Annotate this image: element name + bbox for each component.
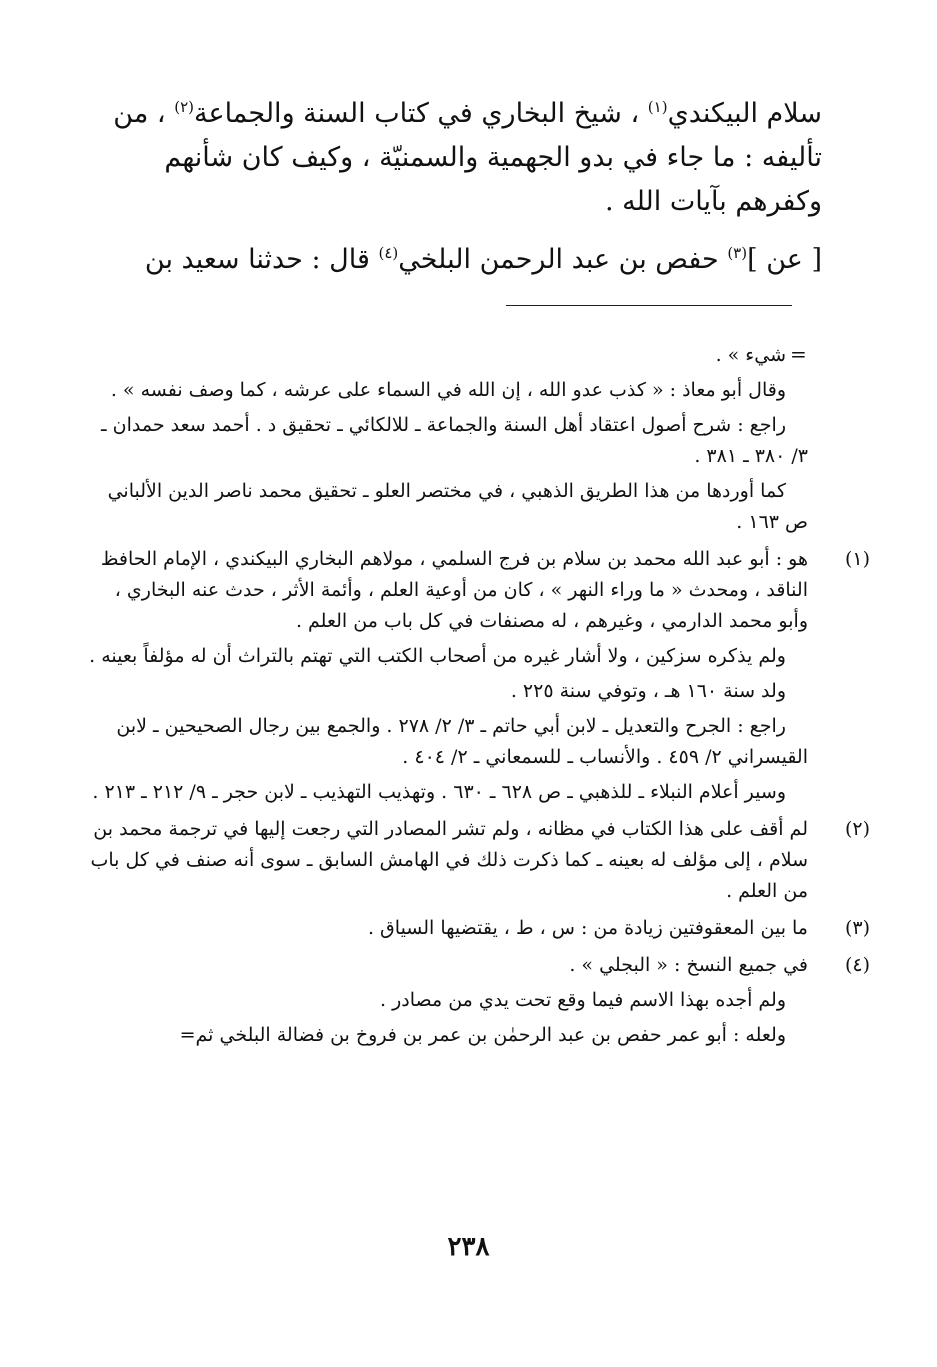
footnote-number: (٤)	[844, 954, 870, 976]
text-span: ، من تأليفه : ما جاء في بدو الجهمية والسمنيّة ، وكيف كان شأنهم وكفرهم بآيات الله .	[113, 98, 822, 217]
footnote-ref-2[interactable]: (٢)	[174, 98, 194, 116]
footnote-text: ولم يذكره سزكين ، ولا أشار غيره من أصحاب الكتب التي تهتم بالتراث أن له مؤلفاً بعينه .	[89, 645, 786, 667]
footnote-number: (٢)	[844, 818, 870, 840]
footnote-continuation	[82, 340, 808, 538]
text-span: [ عن ]	[747, 244, 822, 275]
main-paragraph-1	[82, 92, 822, 224]
footnote-text: كما أوردها من هذا الطريق الذهبي ، في مختصر العلو ـ تحقيق محمد ناصر الدين الألباني ص ١٦٣ .	[107, 480, 808, 533]
footnote-text: ولد سنة ١٦٠ هـ ، وتوفي سنة ٢٢٥ .	[510, 680, 786, 702]
text-span: حفص بن عبد الرحمن البلخي	[398, 244, 728, 275]
footnote-text: ما بين المعقوفتين زيادة من : س ، ط ، يقتضيها السياق .	[367, 917, 808, 939]
footnote-ref-4[interactable]: (٤)	[378, 244, 399, 262]
main-paragraph-2	[82, 238, 822, 282]
footnote-number: (٣)	[844, 917, 870, 939]
main-text	[82, 92, 822, 282]
text-span: سلام البيكندي	[667, 98, 822, 129]
footnote-ref-3[interactable]: (٣)	[727, 244, 748, 262]
footnote-text: هو : أبو عبد الله محمد بن سلام بن فرج السلمي ، مولاهم البخاري البيكندي ، الإمام الحافظ الناقد ، ومحدث « ما وراء النهر » ، كان من أوعية العلم ، وأئمة الأثر ، حدث عنه البخاري ، وأبو محمد الدارمي ، وغيرهم ، له مصنفات في كل باب من العلم .	[100, 548, 808, 632]
footnote-text: وسير أعلام النبلاء ـ للذهبي ـ ص ٦٢٨ ـ ٦٣٠ . وتهذيب التهذيب ـ لابن حجر ـ ٩/ ٢١٢ ـ ٢١٣ .	[92, 781, 786, 803]
footnote-text: ولم أجده بهذا الاسم فيما وقع تحت يدي من مصادر .	[380, 989, 786, 1011]
text-span: ، شيخ البخاري في كتاب السنة والجماعة	[193, 98, 648, 129]
text-span: قال : حدثنا سعيد بن	[144, 244, 379, 275]
footnote-text: شيء » .	[715, 344, 786, 366]
footnote-4	[82, 950, 870, 1051]
footnote-text: لم أقف على هذا الكتاب في مظانه ، ولم تشر المصادر التي رجعت إليها في ترجمة محمد بن سلام ، إلى مؤلف له بعينه ـ كما ذكرت ذلك في الهامش السابق ـ سوى أنه صنف في كل باب من العلم .	[90, 818, 808, 902]
continuation-mark: =	[790, 342, 807, 366]
footnote-separator	[506, 305, 792, 306]
footnote-text: في جميع النسخ : « البجلي » .	[569, 954, 808, 976]
footnote-number: (١)	[844, 548, 870, 570]
footnote-2	[82, 814, 870, 907]
footnote-text: ولعله : أبو عمر حفص بن عبد الرحمٰن بن عمر بن فروخ بن فضالة البلخي ثم=	[179, 1024, 786, 1046]
footnote-3	[82, 913, 870, 944]
footnote-ref-1[interactable]: (١)	[647, 98, 668, 116]
footnote-text: وقال أبو معاذ : « كذب عدو الله ، إن الله في السماء على عرشه ، كما وصف نفسه » .	[110, 379, 786, 401]
footnotes	[82, 340, 870, 1051]
footnote-1	[82, 544, 870, 808]
page-number: ٢٣٨	[447, 1232, 490, 1262]
footnote-text: راجع : الجرح والتعديل ـ لابن أبي حاتم ـ ٣/ ٢/ ٢٧٨ . والجمع بين رجال الصحيحين ـ لابن القيسراني ٢/ ٤٥٩ . والأنساب ـ للسمعاني ـ ٢/ ٤٠٤ .	[116, 715, 808, 768]
footnote-text: راجع : شرح أصول اعتقاد أهل السنة والجماعة ـ للالكائي ـ تحقيق د . أحمد سعد حمدان ـ ٣/ ٣٨٠ ـ ٣٨١ .	[101, 414, 808, 467]
